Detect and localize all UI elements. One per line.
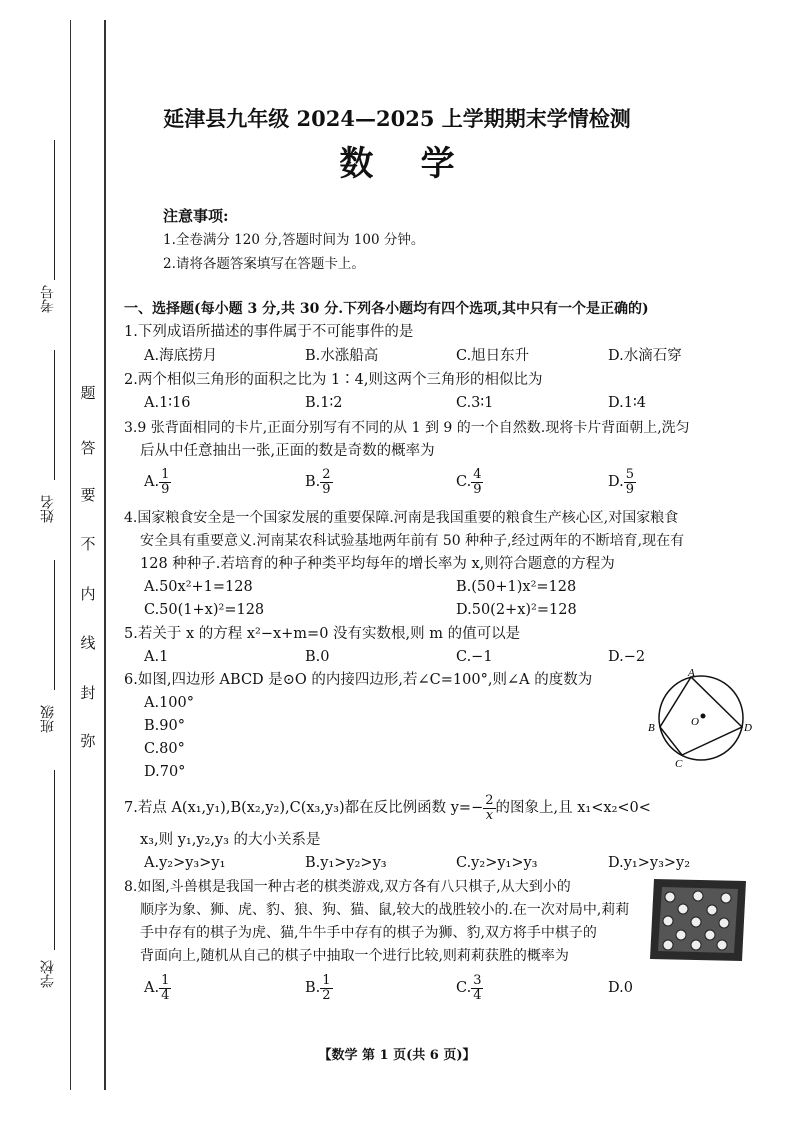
question-3-stem-cont: 后从中任意抽出一张,正面的数是奇数的概率为: [140, 443, 435, 459]
animal-chess-board-image: [648, 877, 748, 963]
q2-option-b: B.1∶2: [305, 395, 343, 411]
question-8-stem-cont: 背面向上,随机从自己的棋子中抽取一个进行比较,则莉莉获胜的概率为: [140, 948, 569, 964]
chess-piece: [678, 904, 688, 914]
seal-char: 线: [80, 634, 96, 652]
question-4-stem-cont: 安全具有重要意义.河南某农科试验基地两年前有 50 种种子,经过两年的不断培育,现在有: [140, 533, 685, 549]
q3-option-d: [608, 464, 636, 500]
subject-title: 数 学: [339, 144, 455, 184]
q6-option-b: B.90°: [144, 718, 185, 734]
q3-option-b: [305, 464, 333, 500]
q4-option-c: C.50(1+x)²=128: [144, 602, 265, 618]
fraction: $\frac{2}{x}$: [485, 792, 494, 823]
q1-option-b: B.水涨船高: [305, 348, 379, 364]
q4-option-d: D.50(2+x)²=128: [456, 602, 577, 618]
q1-option-c: C.旭日东升: [456, 348, 530, 364]
chess-piece: [705, 930, 715, 940]
notes-item: 2.请将各题答案填写在答题卡上。: [163, 256, 365, 272]
class-label: 班级: [40, 705, 56, 733]
q5-option-d: D.−2: [608, 649, 646, 665]
q7-option-c: C.y₂>y₁>y₃: [456, 855, 538, 871]
chess-piece: [719, 918, 729, 928]
chess-piece: [663, 916, 673, 926]
q1-option-a: A.海底捞月: [144, 348, 218, 364]
seal-char: 弥: [80, 732, 96, 750]
fraction: $\frac{1}{4}$: [161, 972, 170, 1003]
circle-quadrilateral-figure: [645, 668, 757, 768]
question-5-stem: 5.若关于 x 的方程 x²−x+m=0 没有实数根,则 m 的值可以是: [124, 626, 521, 642]
q4-option-a: A.50x²+1=128: [144, 579, 253, 595]
q5-option-c: C.−1: [456, 649, 493, 665]
question-7-stem: [124, 790, 651, 826]
option-letter: D.: [608, 474, 624, 490]
fraction: $\frac{4}{9}$: [473, 466, 482, 497]
chess-piece: [717, 940, 727, 950]
option-letter: C.: [456, 474, 472, 490]
fraction: $\frac{1}{2}$: [322, 972, 331, 1003]
q3-option-a: [144, 464, 171, 500]
school-blank-line: [54, 770, 55, 950]
question-6-stem: 6.如图,四边形 ABCD 是⊙O 的内接四边形,若∠C=100°,则∠A 的度数为: [124, 672, 593, 688]
q6-option-c: C.80°: [144, 741, 185, 757]
circle-o: [659, 676, 743, 760]
q7-stem-part1: 7.若点 A(x₁,y₁),B(x₂,y₂),C(x₃,y₃)都在反比例函数 y=−: [124, 800, 484, 816]
label-c: C: [675, 758, 683, 768]
q8-option-a: [144, 970, 171, 1006]
chess-piece: [676, 930, 686, 940]
page-footer: 【数学 第 1 页(共 6 页)】: [318, 1048, 476, 1063]
question-4-stem-cont: 128 种种子.若培育的种子种类平均每年的增长率为 x,则符合题意的方程为: [140, 556, 615, 572]
name-label: 姓名: [40, 495, 56, 523]
exam-title: 延津县九年级 2024—2025 上学期期末学情检测: [163, 106, 631, 131]
question-4-stem: 4.国家粮食安全是一个国家发展的重要保障.河南是我国重要的粮食生产核心区,对国家粮食: [124, 510, 679, 526]
label-o: O: [691, 716, 699, 728]
question-1-stem: 1.下列成语所描述的事件属于不可能事件的是: [124, 324, 414, 340]
q2-option-a: A.1∶16: [144, 395, 191, 411]
chess-piece: [693, 891, 703, 901]
q6-option-a: A.100°: [144, 695, 195, 711]
section-heading: 一、选择题(每小题 3 分,共 30 分.下列各小题均有四个选项,其中只有一个是正确的): [124, 301, 649, 317]
option-letter: A.: [144, 980, 160, 996]
q8-option-b: [305, 970, 333, 1006]
fraction: $\frac{2}{9}$: [322, 466, 331, 497]
chess-piece: [707, 905, 717, 915]
seal-char: 封: [80, 684, 96, 702]
seal-char: 题: [80, 384, 96, 402]
chess-piece: [721, 893, 731, 903]
exam-no-label: 考号: [40, 285, 56, 313]
chess-piece: [663, 940, 673, 950]
seal-char: 要: [80, 486, 96, 504]
label-d: D: [744, 722, 752, 734]
q7-option-d: D.y₁>y₃>y₂: [608, 855, 691, 871]
option-letter: B.: [305, 980, 321, 996]
question-8-stem-cont: 顺序为象、狮、虎、豹、狼、狗、猫、鼠,较大的战胜较小的.在一次对局中,莉莉: [140, 902, 630, 918]
q3-option-c: [456, 464, 483, 500]
q8-option-d: D.0: [608, 980, 633, 996]
center-point: [701, 714, 706, 719]
seal-char: 内: [80, 585, 96, 603]
school-label: 学校: [40, 960, 56, 988]
question-2-stem: 2.两个相似三角形的面积之比为 1∶4,则这两个三角形的相似比为: [124, 372, 543, 388]
q7-option-a: A.y₂>y₃>y₁: [144, 855, 226, 871]
option-letter: A.: [144, 474, 160, 490]
q4-option-b: B.(50+1)x²=128: [456, 579, 577, 595]
q7-option-b: B.y₁>y₂>y₃: [305, 855, 387, 871]
option-letter: B.: [305, 474, 321, 490]
fraction: $\frac{5}{9}$: [625, 466, 634, 497]
q8-option-c: [456, 970, 483, 1006]
notes-heading: 注意事项:: [163, 207, 229, 225]
chess-piece: [665, 892, 675, 902]
chess-piece: [691, 940, 701, 950]
question-3-stem: 3.9 张背面相同的卡片,正面分别写有不同的从 1 到 9 的一个自然数.现将卡片背面朝上,洗匀: [124, 420, 690, 436]
q2-option-c: C.3∶1: [456, 395, 494, 411]
q2-option-d: D.1∶4: [608, 395, 646, 411]
class-blank-line: [54, 560, 55, 690]
q5-option-a: A.1: [144, 649, 169, 665]
option-letter: C.: [456, 980, 472, 996]
notes-item: 1.全卷满分 120 分,答题时间为 100 分钟。: [163, 232, 425, 248]
question-8-stem: 8.如图,斗兽棋是我国一种古老的棋类游戏,双方各有八只棋子,从大到小的: [124, 879, 571, 895]
fraction: $\frac{3}{4}$: [473, 972, 482, 1003]
seal-char: 答: [80, 439, 96, 457]
seal-char: 不: [80, 535, 96, 553]
q5-option-b: B.0: [305, 649, 330, 665]
chess-piece: [691, 917, 701, 927]
question-8-stem-cont: 手中存有的棋子为虎、猫,牛牛手中存有的棋子为狮、豹,双方将手中棋子的: [140, 925, 597, 941]
label-b: B: [648, 722, 655, 734]
fraction: $\frac{1}{9}$: [161, 466, 170, 497]
q7-stem-part2: 的图象上,且 x₁<x₂<0<: [495, 800, 651, 816]
q6-option-d: D.70°: [144, 764, 186, 780]
q1-option-d: D.水滴石穿: [608, 348, 682, 364]
name-blank-line: [54, 350, 55, 480]
label-a: A: [688, 668, 695, 679]
question-7-stem-cont: x₃,则 y₁,y₂,y₃ 的大小关系是: [140, 832, 321, 848]
